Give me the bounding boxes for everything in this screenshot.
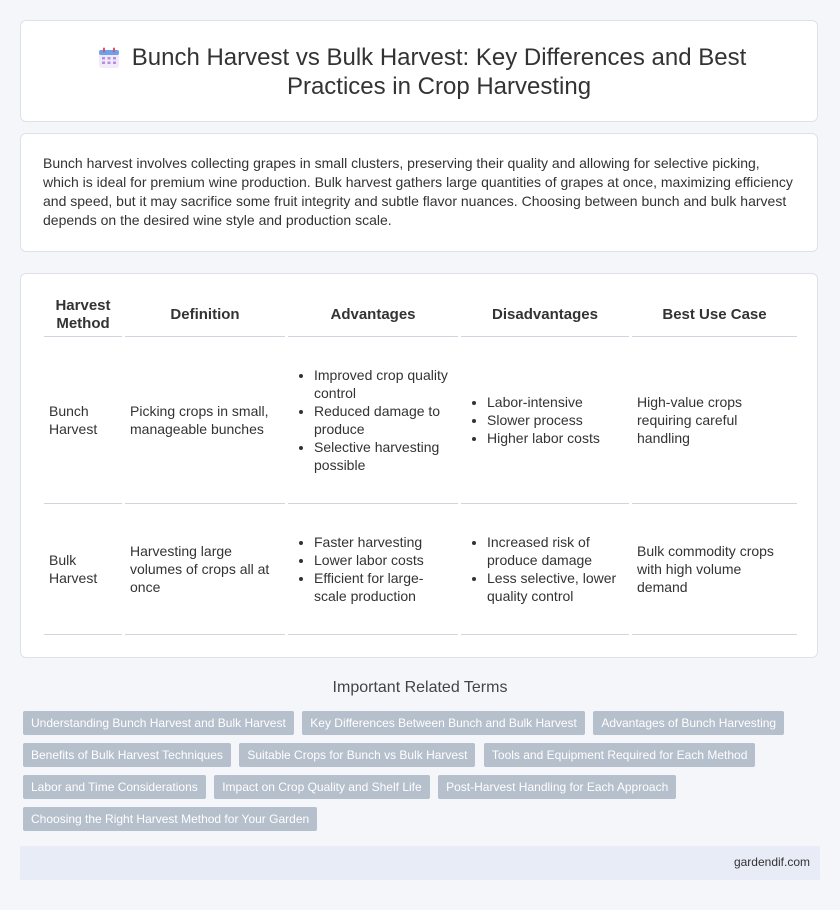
header-advantages: Advantages [288,294,458,337]
list-item: • Less selective, lower quality control [487,569,624,605]
intro-card [20,133,818,252]
related-terms-title: Important Related Terms [332,679,508,696]
list-item: • Labor-intensive [487,393,624,411]
list-item: • Increased risk of produce damage [487,533,624,569]
intro-paragraph: Bunch harvest involves collecting grapes in small clusters, preserving their quality and allowing for selective picking, which is ideal for premium wine production. Bulk harvest gathers large quantities of grapes at once, maximizing efficiency and speed, but it may sacrifice some fruit integrity and subtle flavor nuances. Choosing between bunch and bulk harvest depends on the desired wine style and production scale. [43,155,793,228]
cell-disadvantages [461,504,629,635]
comparison-table [41,294,800,635]
table-header-row [44,294,797,337]
related-term-tag[interactable]: Tools and Equipment Required for Each Method [484,743,756,767]
list-item: • Reduced damage to produce [314,402,453,438]
list-item: • Lower labor costs [314,551,453,569]
cell-definition: Picking crops in small, manageable bunches [125,337,285,504]
comparison-table-card [20,273,818,658]
related-term-tag[interactable]: Post-Harvest Handling for Each Approach [438,775,676,799]
cell-advantages [288,504,458,635]
title-card [20,20,818,122]
cell-use-case: Bulk commodity crops with high volume demand [632,504,797,635]
cell-use-case: High-value crops requiring careful handling [632,337,797,504]
table-row [44,337,797,504]
list-item: • Improved crop quality control [314,366,453,402]
cell-method: Bunch Harvest [44,337,122,504]
header-definition: Definition [125,294,285,337]
list-item: • Selective harvesting possible [314,438,453,474]
list-item: • Efficient for large-scale production [314,569,453,605]
cell-advantages [288,337,458,504]
related-term-tag[interactable]: Key Differences Between Bunch and Bulk Harvest [302,711,585,735]
related-term-tag[interactable]: Benefits of Bulk Harvest Techniques [23,743,231,767]
related-term-tag[interactable]: Advantages of Bunch Harvesting [593,711,784,735]
related-term-tag[interactable]: Labor and Time Considerations [23,775,206,799]
list-item: • Slower process [487,411,624,429]
cell-definition: Harvesting large volumes of crops all at once [125,504,285,635]
footer [20,846,820,880]
related-term-tag[interactable]: Suitable Crops for Bunch vs Bulk Harvest [239,743,475,767]
cell-method: Bulk Harvest [44,504,122,635]
table-row [44,504,797,635]
cell-disadvantages [461,337,629,504]
related-term-tag[interactable]: Understanding Bunch Harvest and Bulk Harvest [23,711,294,735]
related-terms-tags [23,711,803,839]
header-best-use-case: Best Use Case [632,294,797,337]
header-harvest-method: Harvest Method [44,294,122,337]
related-term-tag[interactable]: Impact on Crop Quality and Shelf Life [214,775,429,799]
list-item: • Higher labor costs [487,429,624,447]
page-title: Bunch Harvest vs Bulk Harvest: Key Differences and Best Practices in Crop Harvesting [131,44,747,100]
footer-site-link[interactable]: gardendif.com [733,855,810,869]
related-term-tag[interactable]: Choosing the Right Harvest Method for Your Garden [23,807,317,831]
header-disadvantages: Disadvantages [461,294,629,337]
list-item: • Faster harvesting [314,533,453,551]
